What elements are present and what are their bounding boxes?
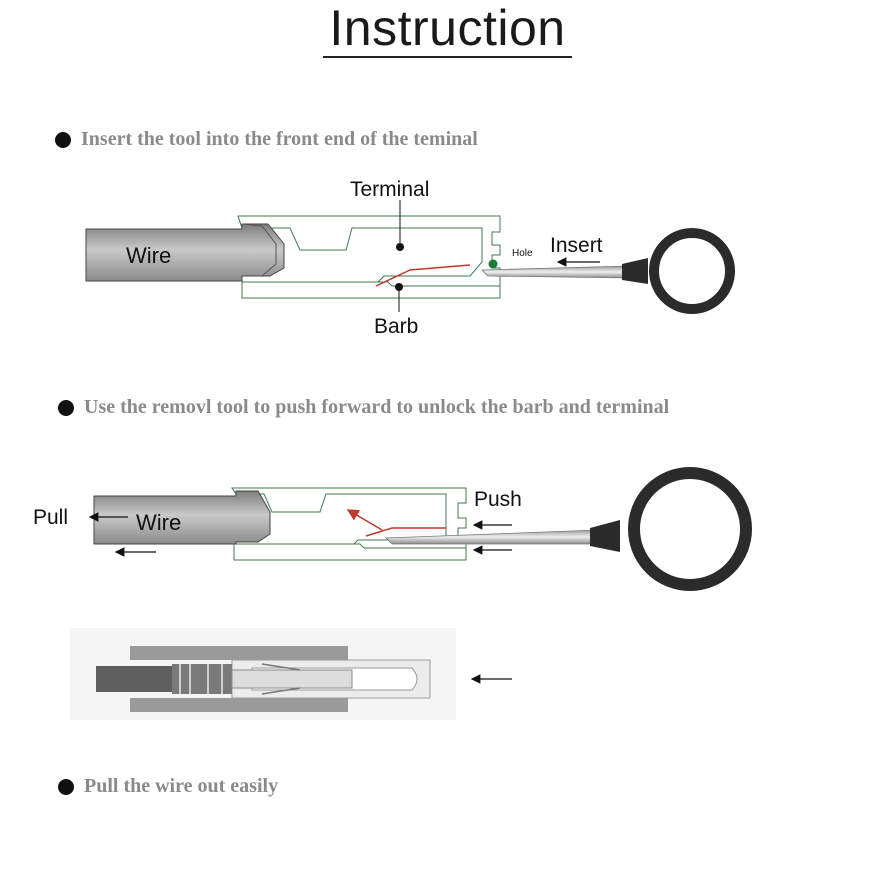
barb-unlock-arrow — [348, 510, 382, 530]
tool-shaft — [482, 266, 630, 278]
push-label: Push — [474, 488, 522, 511]
step-1-text: Insert the tool into the front end of the teminal — [81, 128, 478, 150]
insert-label: Insert — [550, 234, 603, 257]
step-2-text: Use the removl tool to push forward to unlock the barb and terminal — [84, 396, 670, 418]
barb-dot — [395, 283, 403, 291]
tool-shaft-2 — [386, 530, 598, 544]
tool-ring — [654, 233, 730, 309]
diagram-push — [33, 473, 746, 585]
tool-ring-2 — [634, 473, 746, 585]
step-3-text: Pull the wire out easily — [84, 775, 279, 797]
terminal-label: Terminal — [350, 178, 430, 201]
page-title: Instruction — [323, 0, 571, 58]
hole-dot — [489, 260, 498, 269]
wire-body — [86, 224, 284, 281]
wire-photo — [96, 666, 172, 692]
barb-2 — [366, 528, 446, 536]
pull-label: Pull — [33, 506, 69, 529]
wire-label-2: Wire — [136, 510, 182, 535]
hole-label: Hole — [512, 248, 533, 259]
diagram-insert — [86, 178, 730, 338]
terminal-dot — [396, 243, 404, 251]
barb-label: Barb — [374, 315, 419, 338]
diagram-connector — [70, 628, 512, 720]
wire-label: Wire — [126, 243, 172, 268]
